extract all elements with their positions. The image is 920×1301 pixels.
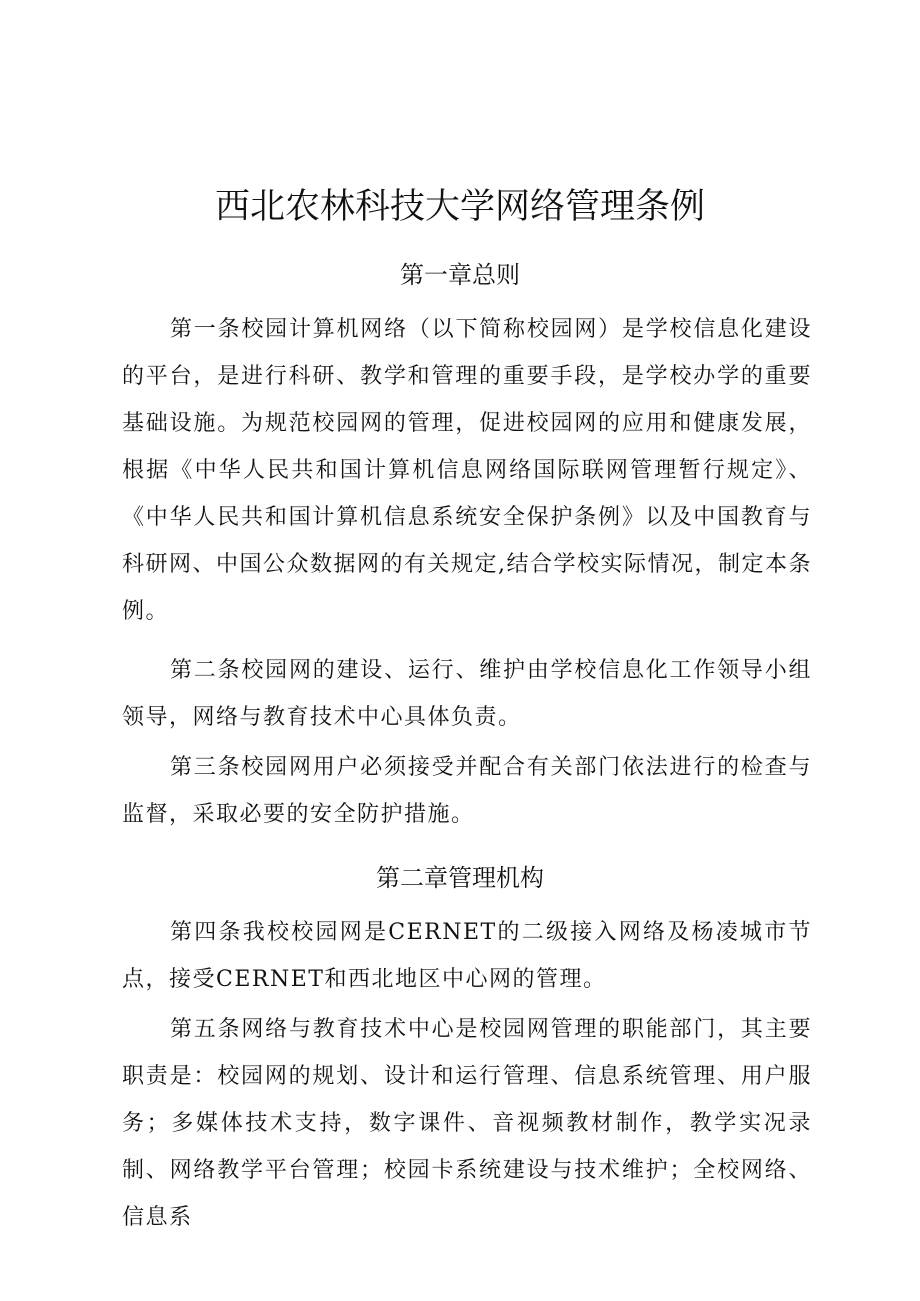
article-5: 第五条网络与教育技术中心是校园网管理的职能部门，其主要职责是：校园网的规划、设计和运行管理、信息系统管理、用户服务；多媒体技术支持，数字课件、音视频教材制作，教学实况录制、网络教学平台管理；校园卡系统建设与技术维护；全校网络、信息系 <box>122 1017 812 1230</box>
article-1: 第一条校园计算机网络（以下简称校园网）是学校信息化建设的平台，是进行科研、教学和管理的重要手段，是学校办学的重要基础设施。为规范校园网的管理，促进校园网的应用和健康发展，根据《中华人民共和国计算机信息网络国际联网管理暂行规定》、《中华人民共和国计算机信息系统安全保护条例》以及中国教育与科研网、中国公众数据网的有关规定,结合学校实际情况，制定本条例。 <box>122 317 812 624</box>
chapter-1-heading: 第一章总则 <box>400 261 520 289</box>
article-2: 第二条校园网的建设、运行、维护由学校信息化工作领导小组领导，网络与教育技术中心具体负责。 <box>122 658 812 730</box>
document-title: 西北农林科技大学网络管理条例 <box>214 187 705 227</box>
chapter-2-heading: 第二章管理机构 <box>376 864 544 892</box>
article-4: 第四条我校校园网是CERNET的二级接入网络及杨凌城市节点，接受CERNET和西北地区中心网的管理。 <box>122 920 812 992</box>
article-3: 第三条校园网用户必须接受并配合有关部门依法进行的检查与监督，采取必要的安全防护措施。 <box>122 755 812 827</box>
